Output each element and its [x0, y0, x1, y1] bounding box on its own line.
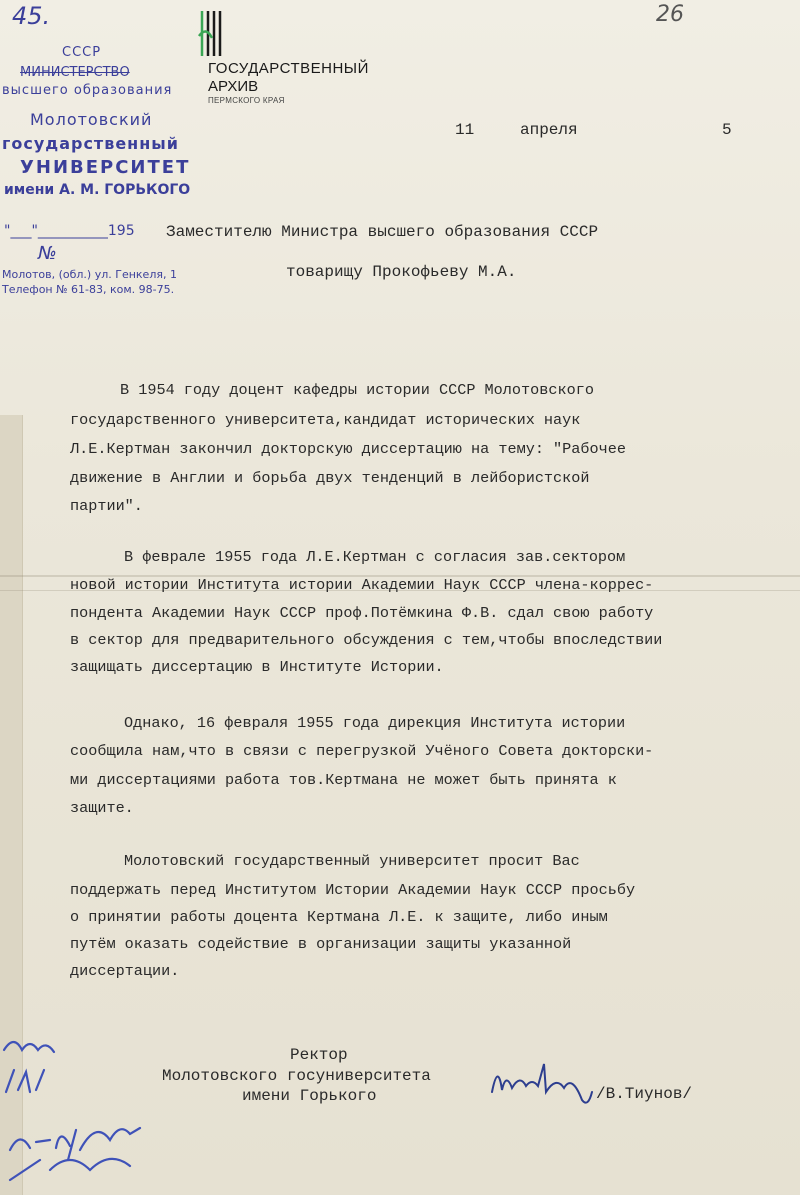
body-line: в сектор для предварительного обсуждения с тем,чтобы впоследствии [70, 631, 663, 649]
archive-logo-subtitle: АРХИВ [208, 78, 259, 95]
body-line: партии". [70, 497, 143, 515]
corner-mark: 45. [12, 2, 51, 30]
handwritten-margin-note-icon [0, 1030, 190, 1195]
body-line: Молотовский государственный университет просит Вас [124, 852, 580, 870]
stamp-state: государственный [2, 134, 179, 153]
body-line: защищать диссертацию в Институте Истории. [70, 658, 444, 676]
signature-organization: Молотовского госуниверситета [162, 1067, 431, 1085]
body-line: защите. [70, 799, 134, 817]
body-line: В 1954 году доцент кафедры истории СССР Молотовского [120, 381, 594, 399]
stamp-ussr: СССР [62, 45, 102, 60]
letter-date-year: 5 [722, 121, 732, 139]
stamp-phone: Телефон № 61-83, ком. 98-75. [2, 283, 175, 296]
body-line: новой истории Института истории Академии Наук СССР члена-коррес- [70, 576, 654, 594]
body-line: В феврале 1955 года Л.Е.Кертман с согласия зав.сектором [124, 548, 626, 566]
signature-named-after: имени Горького [242, 1087, 377, 1105]
stamp-ministry: МИНИСТЕРСТВО [20, 65, 130, 80]
body-line: сообщила нам,что в связи с перегрузкой Учёного Совета докторски- [70, 742, 654, 760]
letter-date-month: апреля [520, 121, 578, 139]
archive-page-number: 26 [656, 2, 684, 27]
archive-logo-title: ГОСУДАРСТВЕННЫЙ [208, 60, 369, 77]
signature-name: /В.Тиунов/ [596, 1085, 693, 1103]
stamp-named-after: имени А. М. ГОРЬКОГО [4, 182, 191, 198]
stamp-date-line: "___"__________195 [4, 223, 135, 239]
handwritten-signature-icon [486, 1052, 596, 1112]
archive-logo-region: ПЕРМСКОГО КРАЯ [208, 96, 285, 105]
body-line: пондента Академии Наук СССР проф.Потёмкина Ф.В. сдал свою работу [70, 604, 654, 622]
addressee-line-1: Заместителю Министра высшего образования СССР [166, 223, 599, 241]
body-line: Однако, 16 февраля 1955 года дирекция Института истории [124, 714, 626, 732]
body-line: ми диссертациями работа тов.Кертмана не может быть принята к [70, 771, 617, 789]
body-line: диссертации. [70, 962, 180, 980]
addressee-line-2: товарищу Прокофьеву М.А. [286, 263, 517, 281]
body-line: поддержать перед Институтом Истории Академии Наук СССР просьбу [70, 881, 636, 899]
letter-date-day: 11 [455, 121, 475, 139]
signature-title: Ректор [290, 1046, 348, 1064]
stamp-address: Молотов, (обл.) ул. Генкеля, 1 [2, 268, 177, 281]
stamp-number: № [38, 243, 57, 264]
stamp-molotov: Молотовский [30, 110, 153, 129]
body-line: движение в Англии и борьба двух тенденций в лейбористской [70, 469, 590, 487]
body-line: о принятии работы доцента Кертмана Л.Е. к защите, либо иным [70, 908, 608, 926]
body-line: путём оказать содействие в организации защиты указанной [70, 935, 572, 953]
body-line: государственного университета,кандидат исторических наук [70, 411, 581, 429]
body-line: Л.Е.Кертман закончил докторскую диссертацию на тему: "Рабочее [70, 440, 626, 458]
stamp-higher-education: высшего образования [2, 83, 173, 98]
stamp-university: УНИВЕРСИТЕТ [20, 157, 191, 178]
